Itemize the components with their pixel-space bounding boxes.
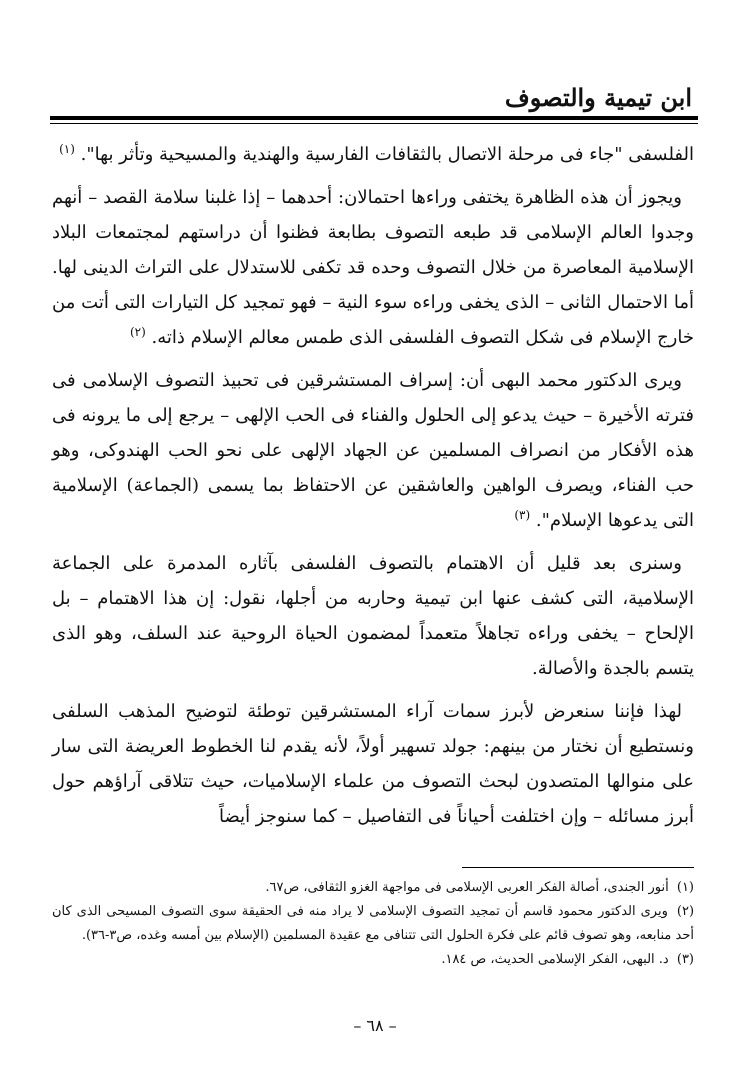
footnote-number: (٣) [676, 952, 694, 967]
footnote-text: أنور الجندى، أصالة الفكر العربى الإسلامى فى مواجهة الغزو الثقافى، ص٦٧. [265, 880, 669, 895]
footnote [52, 948, 694, 972]
footnote [52, 900, 694, 948]
paragraph [52, 363, 694, 538]
paragraph [52, 694, 694, 834]
footnote-text: ويرى الدكتور محمود قاسم أن تمجيد التصوف الإسلامى لا يراد منه فى الحقيقة سوى التصوف المسيحى الذى كان أحد منابعه، وهو تصوف قائم على فكرة الحلول التى تتنافى مع عقيدة المسلمين (الإسلام بين أمسه وغده، ص٣-٣٦). [52, 904, 694, 943]
footnote-number: (١) [676, 880, 694, 895]
footnote-separator [462, 867, 694, 868]
paragraph [52, 137, 694, 172]
footnotes [52, 876, 694, 972]
running-header-title: ابن تيمية والتصوف [504, 83, 692, 112]
paragraph-text: وسنرى بعد قليل أن الاهتمام بالتصوف الفلسفى بآثاره المدمرة على الجماعة الإسلامية، التى كشف عنها ابن تيمية وحاربه من أجلها، نقول: إن هذا الاهتمام – بل الإلحاح – يخفى وراءه تجاهلاً متعمداً لمضمون الحياة الروحية عند السلف، وهو الذى يتسم بالجدة والأصالة. [52, 553, 694, 679]
paragraph-text: الفلسفى "جاء فى مرحلة الاتصال بالثقافات الفارسية والهندية والمسيحية وتأثر بها". [80, 144, 694, 165]
paragraph-text: لهذا فإننا سنعرض لأبرز سمات آراء المستشرقين توطئة لتوضيح المذهب السلفى ونستطيع أن نختار من بينهم: جولد تسهير أولاً، لأنه يقدم لنا الخطوط العريضة التى سار على منوالها المتصدون لبحث التصوف من علماء الإسلاميات، حيث تتلاقى آراؤهم حول أبرز مسائله – وإن اختلفت أحياناً فى التفاصيل – كما سنوجز أيضاً [52, 701, 694, 827]
paragraph-text: ويجوز أن هذه الظاهرة يختفى وراءها احتمالان: أحدهما – إذا غلبنا سلامة القصد – أنهم وجدوا العالم الإسلامى قد طبعه التصوف بطابعة فظنوا أن دراستهم لمجتمعات البلاد الإسلامية المعاصرة من خلال التصوف وحده قد تكفى للاستدلال على التراث الدينى لها. أما الاحتمال الثانى – الذى يخفى وراءه سوء النية – فهو تمجيد كل التيارات التى أتت من خارج الإسلام فى شكل التصوف الفلسفى الذى طمس معالم الإسلام ذاته. [52, 187, 694, 348]
main-text [52, 137, 694, 842]
paragraph [52, 180, 694, 355]
footnote-text: د. البهى، الفكر الإسلامى الحديث، ص ١٨٤. [441, 952, 669, 967]
paragraph-text: ويرى الدكتور محمد البهى أن: إسراف المستشرقين فى تحبيذ التصوف الإسلامى فى فترته الأخيرة – حيث يدعو إلى الحلول والفناء فى الحب الإلهى – يرجع إلى ما يرونه فى هذه الأفكار من انصراف المسلمين عن الجهاد الإلهى على نحو الحب الهندوكى، وهو حب الفناء، ويصرف الواهين والعاشقين عن الاحتفاظ بما يسمى (الجماعة) الإسلامية التى يدعوها الإسلام". [52, 370, 694, 531]
page-number: – ٦٨ – [353, 1016, 397, 1035]
footnote-number: (٢) [676, 904, 695, 919]
footnote [52, 876, 694, 900]
footnote-ref[interactable]: (٣) [514, 508, 531, 522]
footnote-ref[interactable]: (٢) [129, 325, 146, 339]
paragraph [52, 546, 694, 686]
header-rule [50, 116, 698, 124]
footnote-ref[interactable]: (١) [59, 142, 75, 156]
